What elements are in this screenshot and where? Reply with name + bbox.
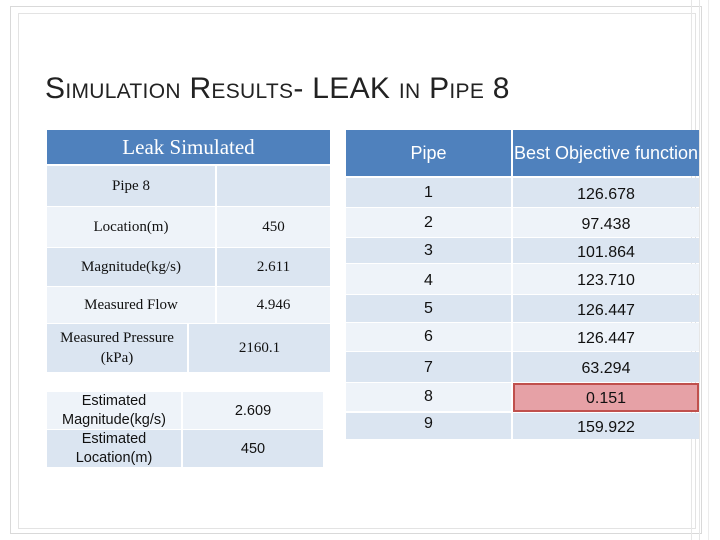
row-label-measured-flow: Measured Flow xyxy=(47,287,215,323)
pipe-cell: 6 xyxy=(346,323,511,351)
objective-value-cell: 159.922 xyxy=(513,413,699,439)
slide-title: SIMULATION RESULTS- LEAK IN PIPE 8 xyxy=(45,72,510,105)
pipe-column-header: Pipe xyxy=(346,130,511,176)
pipe-cell: 7 xyxy=(346,352,511,382)
objective-value-cell: 101.864 xyxy=(513,238,699,263)
pipe-cell: 2 xyxy=(346,208,511,237)
row-value-measured-flow: 4.946 xyxy=(217,287,330,323)
objective-value-cell: 126.447 xyxy=(513,323,699,351)
objective-value-cell: 126.678 xyxy=(513,178,699,207)
row-value-pipe xyxy=(217,166,330,206)
objective-value-cell: 123.710 xyxy=(513,264,699,294)
decorative-line xyxy=(699,0,700,540)
objective-value-cell-highlighted: 0.151 xyxy=(513,383,699,412)
row-label-estimated-magnitude: Estimated Magnitude(kg/s) xyxy=(47,392,181,429)
pipe-cell: 5 xyxy=(346,295,511,322)
pipe-cell: 4 xyxy=(346,264,511,294)
objective-value-cell: 126.447 xyxy=(513,295,699,322)
objective-value-cell: 63.294 xyxy=(513,352,699,382)
pipe-cell: 1 xyxy=(346,178,511,207)
decorative-line xyxy=(708,0,709,540)
row-value-measured-pressure: 2160.1 xyxy=(189,324,330,372)
row-label-magnitude: Magnitude(kg/s) xyxy=(47,248,215,286)
pipe-cell: 8 xyxy=(346,383,511,411)
objective-column-header: Best Objective function xyxy=(513,130,699,176)
row-label-pipe: Pipe 8 xyxy=(47,166,215,206)
row-value-location: 450 xyxy=(217,207,330,247)
row-label-location: Location(m) xyxy=(47,207,215,247)
pipe-cell: 3 xyxy=(346,238,511,263)
objective-value-cell: 97.438 xyxy=(513,208,699,237)
leak-simulated-header: Leak Simulated xyxy=(47,130,330,164)
row-value-estimated-magnitude: 2.609 xyxy=(183,392,323,429)
pipe-cell: 9 xyxy=(346,413,511,439)
row-value-magnitude: 2.611 xyxy=(217,248,330,286)
row-label-estimated-location: Estimated Location(m) xyxy=(47,430,181,467)
row-label-measured-pressure: Measured Pressure (kPa) xyxy=(47,324,187,372)
row-value-estimated-location: 450 xyxy=(183,430,323,467)
